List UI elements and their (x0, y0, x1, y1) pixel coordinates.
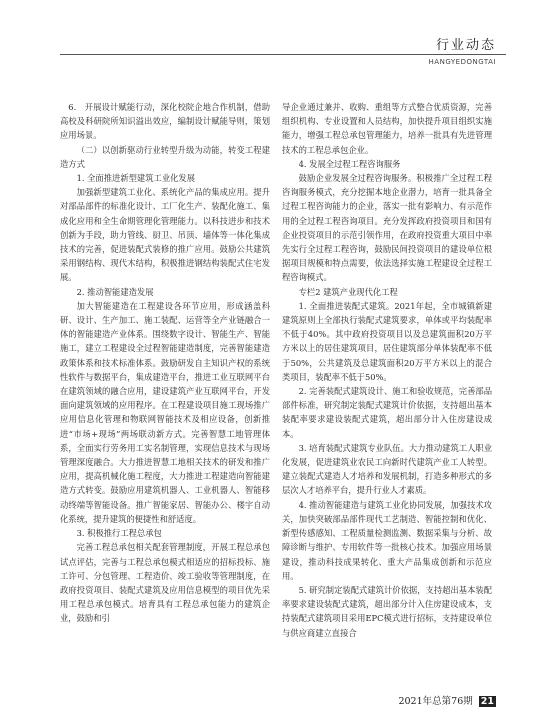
item-heading: 3. 积极推行工程总承包 (76, 528, 162, 539)
header-rule (60, 54, 506, 55)
page-footer (398, 693, 496, 707)
section-title: 行业动态 (435, 38, 496, 53)
box-item: 3. 培育装配式建筑专业队伍。大力推动建筑工人职业化发展，促进建筑业农民工向新时代建筑产业工人转型。建立装配式建造人才培养和发展机制，打造多种形式的多层次人才培养平台，提升行业人才素质。 (282, 442, 492, 496)
column-box-title: 专栏2 建筑产业现代化工程 (298, 286, 398, 297)
left-column (60, 100, 270, 626)
page-header (0, 0, 536, 70)
box-item: 1. 全面推进装配式建筑。2021年起，全市城镇新建建筑原则上全部执行装配式建筑要求，单体或平均装配率不低于40%。其中政府投资项目以及总建筑面积20万平方米以上的居住建筑项目，居住建筑部分单体装配率不低于50%，公共建筑及总建筑面积20万平方米以上的混合类项目，装配率不低于50%。 (282, 300, 492, 382)
paragraph: 加强新型建筑工业化、系统化产品的集成应用。提升对部品部件的标准化设计、工厂化生产、装配化施工、集成化应用和全生命期管理化管理能力。以科技进步和技术创新为手段，助力管线、厨卫、吊顶、墙体等一体化集成技术的完善，促进装配式装修的推广应用。鼓励公共建筑采用钢结构、现代木结构，积极推进钢结构装配式住宅发展。 (60, 187, 270, 283)
section-subtitle: HANGYEDONGTAI (428, 58, 496, 66)
paragraph: 加大智能建造在工程建设各环节应用，形成涵盖科研、设计、生产加工、施工装配、运营等全产业链融合一体的智能建造产业体系。围绕数字设计、智能生产、智能施工，建立工程建设全过程智能建造制度，完善智能建造政策体系和技术标准体系。鼓励研发自主知识产权的系统性软件与数据平台，集成建造平台，推进工业互联网平台在建筑领域的融合应用，建设建筑产业互联网平台，开发面向建筑领域的应用程序。在工程建设项目施工现场推广应用信息化管理和物联网智能技术及相应设备，创新推进“市场+现场”两场联动新方式。完善智慧工地管理体系，全面实行劳务用工实名制管理，实现信息技术与现场管理深度融合。大力推进智慧工地相关技术的研发和推广应用，提高机械化施工程度，大力推进工程建造向智能建造方式转变。鼓励应用建筑机器人、工业机器人、智能移动终端等智能设备。推广智能家居、智能办公、楼宇自动化系统，提升建筑的便捷性和舒适度。 (60, 300, 270, 524)
paragraph: 导企业通过兼并、收购、重组等方式整合优质资源，完善组织机构、专业设置和人员结构，加快提升项目组织实施能力，增强工程总承包管理能力，培养一批具有先进管理技术的工程总承包企业。 (282, 102, 492, 155)
paragraph: 6. 开展设计赋能行动，深化校院企地合作机制，借助高校及科研院所知识溢出效应，编制设计赋能导则，策划应用场景。 (60, 102, 270, 141)
item-heading: 4. 发展全过程工程咨询服务 (298, 158, 401, 169)
box-item: 2. 完善装配式建筑设计、施工和验收规范，完善部品部件标准，研究制定装配式建筑计价依据，支持超出基本装配率要求建设装配式建筑，超出部分计入住房建设成本。 (282, 386, 492, 439)
item-heading: 1. 全面推进新型建筑工业化发展 (76, 173, 196, 184)
box-item: 5. 研究制定装配式建筑计价依据，支持超出基本装配率要求建设装配式建筑，超出部分计入住房建设成本，支持装配式建筑项目采用EPC模式进行招标，支持建设单位与供应商建立直接合 (282, 584, 492, 638)
right-column (282, 100, 492, 640)
subsection-heading: （二）以创新驱动行业转型升级为动能，转变工程建造方式 (60, 144, 270, 169)
box-item: 4. 推动智能建造与建筑工业化协同发展，加强技术攻关，加快突破部品部件现代工艺制造、智能控制和优化、新型传感感知、工程质量检测监测、数据采集与分析、故障诊断与维护、专用软件等一批核心技术。加强应用场景建设，推动科技成果转化、重大产品集成创新和示范应用。 (282, 499, 492, 581)
issue-label: 2021年总第76期 (398, 696, 473, 707)
paragraph: 完善工程总承包相关配套管理制度，开展工程总承包试点评估，完善与工程总承包模式相适应的招标投标、施工许可、分包管理、工程造价、竣工验收等管理制度，在政府投资项目、装配式建筑及应用信息模型的项目优先采用工程总承包模式。培育具有工程总承包能力的建筑企业，鼓励和引 (60, 542, 270, 624)
page-number: 21 (480, 696, 494, 707)
item-heading: 2. 推动智能建造发展 (76, 286, 154, 297)
paragraph: 鼓励企业发展全过程咨询服务。积极推广全过程工程咨询服务模式，充分挖掘本地企业潜力，培育一批具备全过程工程咨询能力的企业，落实一批有影响力、有示范作用的全过程工程咨询项目。充分发挥政府投资项目和国有企业投资项目的示范引领作用，在政府投资重大项目中率先实行全过程工程咨询，鼓励民间投资项目的建设单位根据项目规模和特点需要，依法选择实施工程建设全过程工程咨询模式。 (282, 173, 492, 283)
